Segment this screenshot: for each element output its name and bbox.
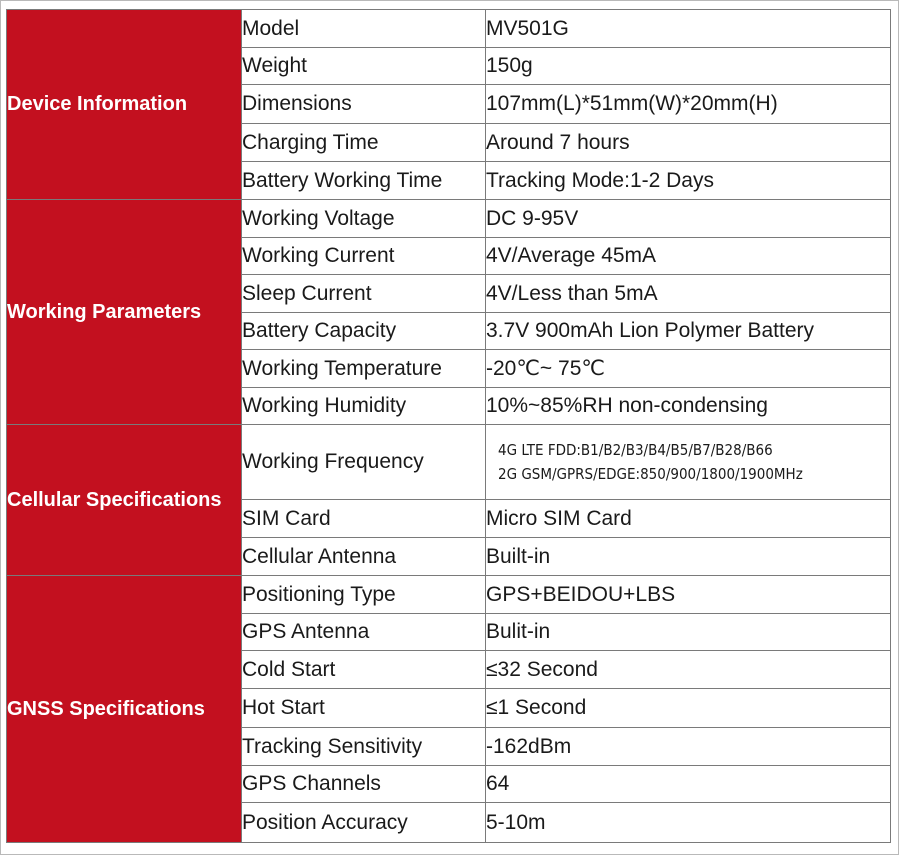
table-row bbox=[7, 425, 891, 500]
param-value: 3.7V 900mAh Lion Polymer Battery bbox=[486, 313, 891, 350]
param-value: 107mm(L)*51mm(W)*20mm(H) bbox=[486, 85, 891, 124]
table-row bbox=[7, 576, 891, 614]
param-value: 5-10m bbox=[486, 803, 891, 843]
param-label: Working Current bbox=[242, 238, 486, 275]
param-label: Working Voltage bbox=[242, 200, 486, 238]
param-label: Position Accuracy bbox=[242, 803, 486, 843]
param-label: Working Temperature bbox=[242, 350, 486, 388]
param-value: GPS+BEIDOU+LBS bbox=[486, 576, 891, 614]
param-value: 4V/Average 45mA bbox=[486, 238, 891, 275]
category-device-information: Device Information bbox=[7, 10, 242, 200]
param-label: Model bbox=[242, 10, 486, 48]
param-label: Working Frequency bbox=[242, 425, 486, 500]
param-value: Bulit-in bbox=[486, 614, 891, 651]
param-label: Positioning Type bbox=[242, 576, 486, 614]
param-value: -162dBm bbox=[486, 728, 891, 766]
param-value bbox=[486, 425, 891, 500]
frequency-line-4g: 4G LTE FDD:B1/B2/B3/B4/B5/B7/B28/B66 bbox=[498, 441, 773, 459]
param-label: Cold Start bbox=[242, 651, 486, 689]
param-value: DC 9-95V bbox=[486, 200, 891, 238]
table-row bbox=[7, 200, 891, 238]
param-value: Micro SIM Card bbox=[486, 500, 891, 538]
param-label: Battery Working Time bbox=[242, 162, 486, 200]
param-value: Built-in bbox=[486, 538, 891, 576]
param-label: GPS Channels bbox=[242, 766, 486, 803]
param-value: MV501G bbox=[486, 10, 891, 48]
param-value: Tracking Mode:1-2 Days bbox=[486, 162, 891, 200]
param-label: Sleep Current bbox=[242, 275, 486, 313]
param-value: -20℃~ 75℃ bbox=[486, 350, 891, 388]
param-label: Working Humidity bbox=[242, 388, 486, 425]
category-gnss-specifications: GNSS Specifications bbox=[7, 576, 242, 843]
param-label: Battery Capacity bbox=[242, 313, 486, 350]
category-cellular-specifications: Cellular Specifications bbox=[7, 425, 242, 576]
frequency-line-2g: 2G GSM/GPRS/EDGE:850/900/1800/1900MHz bbox=[498, 465, 803, 483]
param-label: SIM Card bbox=[242, 500, 486, 538]
specifications-table bbox=[6, 9, 891, 843]
param-value: Around 7 hours bbox=[486, 124, 891, 162]
param-value: 4V/Less than 5mA bbox=[486, 275, 891, 313]
param-value: 64 bbox=[486, 766, 891, 803]
param-value: 10%~85%RH non-condensing bbox=[486, 388, 891, 425]
table-row bbox=[7, 10, 891, 48]
param-label: Hot Start bbox=[242, 689, 486, 728]
param-label: GPS Antenna bbox=[242, 614, 486, 651]
param-label: Charging Time bbox=[242, 124, 486, 162]
param-value: ≤1 Second bbox=[486, 689, 891, 728]
param-label: Tracking Sensitivity bbox=[242, 728, 486, 766]
param-value: ≤32 Second bbox=[486, 651, 891, 689]
param-label: Weight bbox=[242, 48, 486, 85]
param-value: 150g bbox=[486, 48, 891, 85]
category-working-parameters: Working Parameters bbox=[7, 200, 242, 425]
param-label: Dimensions bbox=[242, 85, 486, 124]
param-label: Cellular Antenna bbox=[242, 538, 486, 576]
